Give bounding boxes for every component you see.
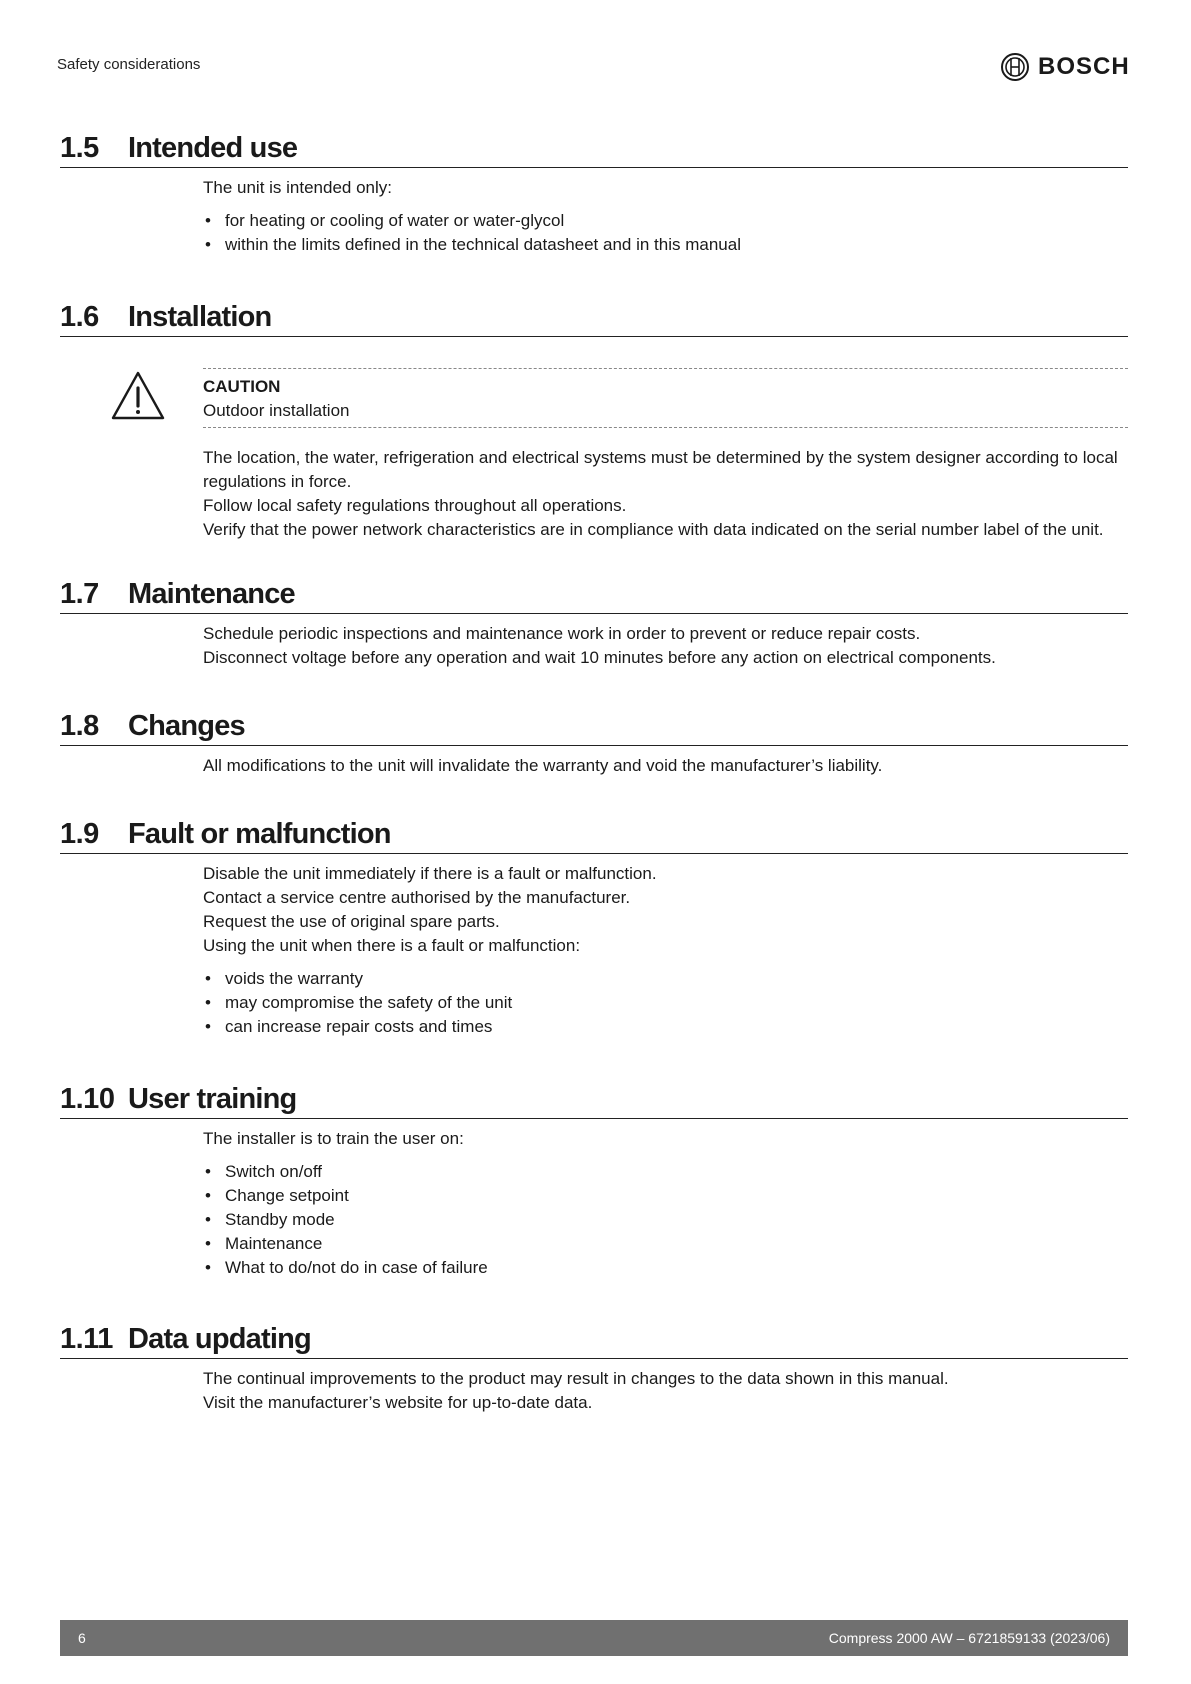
section-title: Fault or malfunction xyxy=(128,818,391,850)
section-heading xyxy=(60,1323,1128,1359)
section-heading xyxy=(60,132,1128,168)
section-title: Changes xyxy=(128,710,245,742)
list-item: • can increase repair costs and times xyxy=(203,1015,1128,1039)
section-maintenance xyxy=(60,578,1128,670)
section-title: Intended use xyxy=(128,132,298,164)
section-heading xyxy=(60,301,1128,337)
page-number: 6 xyxy=(78,1630,86,1646)
section-heading xyxy=(60,578,1128,614)
paragraph-line: Request the use of original spare parts. xyxy=(203,912,500,931)
list-item: • voids the warranty xyxy=(203,967,1128,991)
section-number: 1.10 xyxy=(60,1083,115,1115)
list-item: • Change setpoint xyxy=(203,1184,1128,1208)
paragraph-line: Using the unit when there is a fault or malfunction: xyxy=(203,936,581,955)
section-number: 1.6 xyxy=(60,301,99,333)
section-number: 1.9 xyxy=(60,818,99,850)
page-footer xyxy=(60,1620,1128,1656)
section-user-training xyxy=(60,1083,1128,1280)
paragraph-line: The continual improvements to the product may result in changes to the data shown in this manual. xyxy=(203,1369,949,1388)
list-item: • Maintenance xyxy=(203,1232,1128,1256)
paragraph-line: Verify that the power network characteristics are in compliance with data indicated on the serial number label of the unit. xyxy=(203,520,1104,539)
list-item: • may compromise the safety of the unit xyxy=(203,991,1128,1015)
section-title: Data updating xyxy=(128,1323,311,1355)
section-heading xyxy=(60,818,1128,854)
paragraph-line: Visit the manufacturer’s website for up-to-date data. xyxy=(203,1393,593,1412)
section-intended-use xyxy=(60,132,1128,257)
section-number: 1.7 xyxy=(60,578,99,610)
brand-name: BOSCH xyxy=(1038,53,1130,80)
warning-triangle-icon xyxy=(110,368,166,424)
section-title: User training xyxy=(128,1083,297,1115)
section-changes xyxy=(60,710,1128,778)
section-intro: The unit is intended only: xyxy=(203,178,393,197)
caution-notice xyxy=(60,368,1128,428)
paragraph-line: Disconnect voltage before any operation and wait 10 minutes before any action on electrical components. xyxy=(203,648,996,667)
section-title: Maintenance xyxy=(128,578,295,610)
caution-label: CAUTION xyxy=(203,377,281,396)
paragraph-line: Schedule periodic inspections and maintenance work in order to prevent or reduce repair costs. xyxy=(203,624,921,643)
section-heading xyxy=(60,710,1128,746)
section-number: 1.5 xyxy=(60,132,99,164)
section-installation xyxy=(60,301,1128,337)
paragraph-line: The location, the water, refrigeration and electrical systems must be determined by the system designer according to local regulations in force. xyxy=(203,448,1118,491)
section-number: 1.11 xyxy=(60,1323,113,1355)
bosch-armature-icon xyxy=(1000,52,1030,82)
page-header-title: Safety considerations xyxy=(57,56,201,73)
list-item: • Standby mode xyxy=(203,1208,1128,1232)
section-fault-or-malfunction xyxy=(60,818,1128,1039)
installation-body xyxy=(60,446,1128,542)
caution-text: Outdoor installation xyxy=(203,401,350,420)
section-title: Installation xyxy=(128,301,272,333)
paragraph-line: Follow local safety regulations throughout all operations. xyxy=(203,496,627,515)
section-intro: The installer is to train the user on: xyxy=(203,1129,464,1148)
list-item: • What to do/not do in case of failure xyxy=(203,1256,1128,1280)
list-item: • within the limits defined in the technical datasheet and in this manual xyxy=(203,233,1128,257)
section-data-updating xyxy=(60,1323,1128,1415)
paragraph-line: Contact a service centre authorised by the manufacturer. xyxy=(203,888,631,907)
paragraph-line: Disable the unit immediately if there is a fault or malfunction. xyxy=(203,864,657,883)
section-heading xyxy=(60,1083,1128,1119)
document-reference: Compress 2000 AW – 6721859133 (2023/06) xyxy=(828,1630,1110,1646)
list-item: • Switch on/off xyxy=(203,1160,1128,1184)
bosch-logo xyxy=(1000,52,1130,82)
paragraph-line: All modifications to the unit will invalidate the warranty and void the manufacturer’s liability. xyxy=(203,756,883,775)
section-number: 1.8 xyxy=(60,710,99,742)
list-item: • for heating or cooling of water or water-glycol xyxy=(203,209,1128,233)
